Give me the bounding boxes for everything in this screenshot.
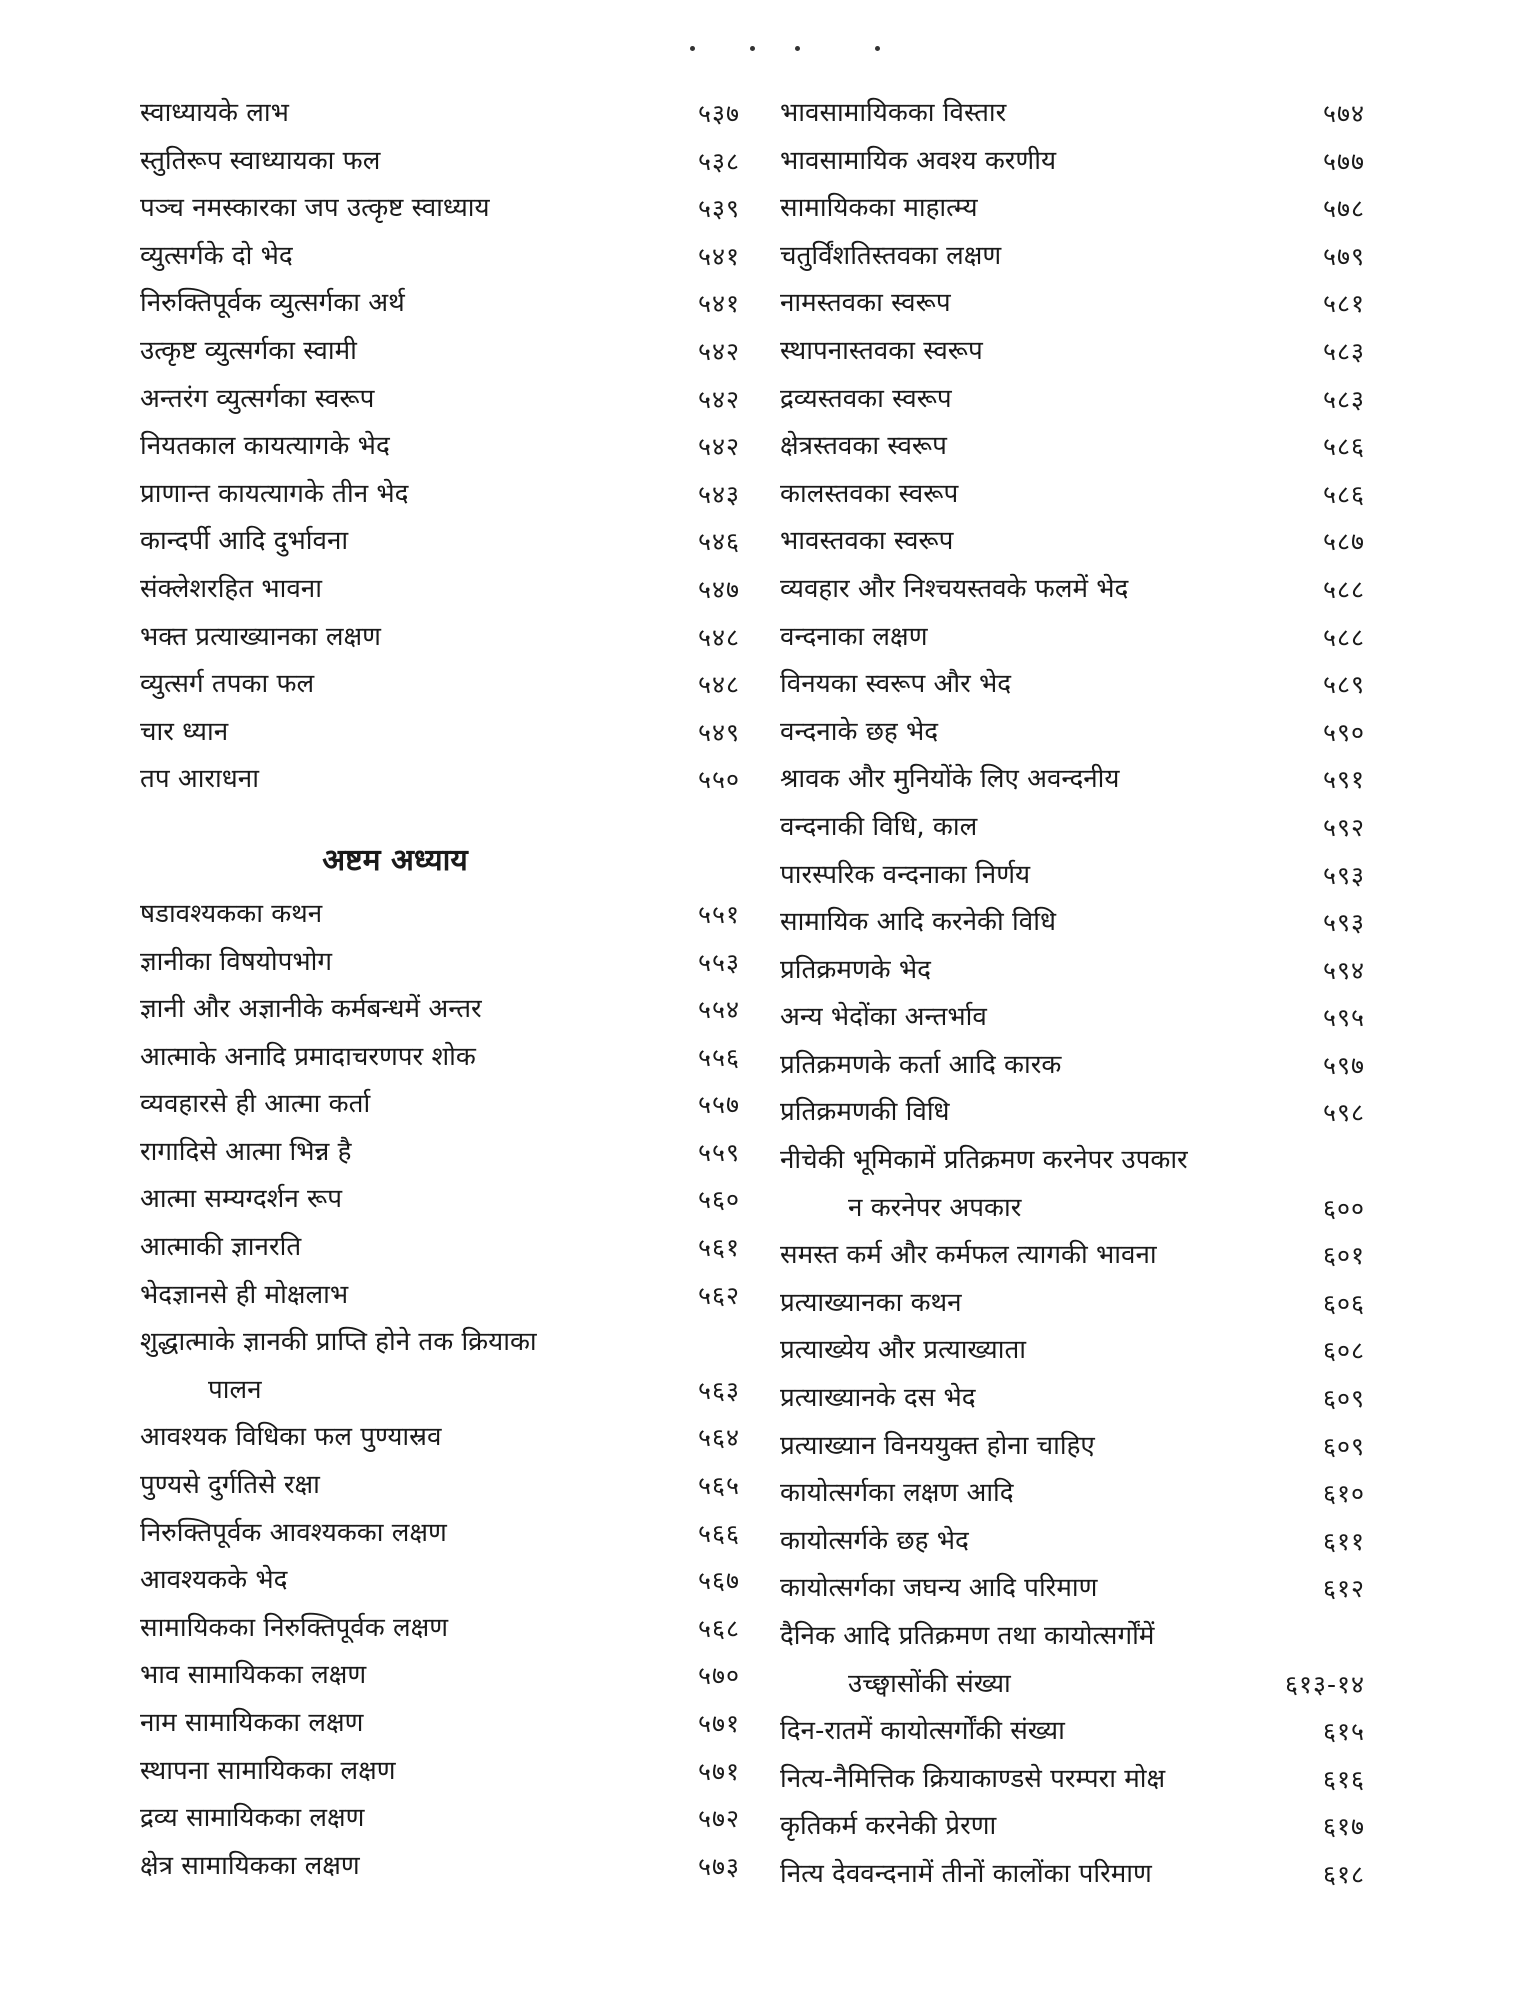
toc-entry [780,1375,1365,1423]
toc-entry [140,90,740,138]
toc-entry [140,1462,740,1510]
entry-title: स्थापना सामायिकका लक्षण [140,1755,396,1786]
toc-entry [780,423,1365,471]
entry-title: स्थापनास्तवका स्वरूप [780,335,983,366]
entry-page-number: ६१८ [1322,1859,1365,1889]
entry-title: द्रव्यस्तवका स्वरूप [780,383,952,414]
toc-entry [140,138,740,186]
entry-title: प्राणान्त कायत्यागके तीन भेद [140,478,409,509]
entry-title: आत्माके अनादि प्रमादाचरणपर शोक [140,1041,476,1072]
toc-entry [780,661,1365,709]
entry-title: सामायिकका माहात्म्य [780,193,978,224]
entry-title: न करनेपर अपकार [848,1192,1022,1223]
page-marks [690,38,890,58]
entry-page-number: ५४३ [697,479,740,509]
toc-entry [140,756,740,804]
toc-entry [140,1652,740,1700]
entry-page-number: ५४२ [697,384,740,414]
entry-page-number: ५९२ [1322,812,1365,842]
entry-page-number: ५६३ [697,1375,740,1405]
entry-title: कालस्तवका स्वरूप [780,478,959,509]
entry-title: व्युत्सर्ग तपका फल [140,669,315,700]
toc-entry [780,804,1365,852]
entry-page-number: ५५३ [697,947,740,977]
toc-entry [140,891,740,939]
entry-title: पालन [208,1374,262,1405]
entry-title: आवश्यकके भेद [140,1565,288,1596]
entry-title: वन्दनाके छह भेद [780,716,939,747]
entry-title: नाम सामायिकका लक्षण [140,1708,364,1738]
entry-title: उत्कृष्ट व्युत्सर्गका स्वामी [140,335,357,366]
entry-page-number: ५६७ [697,1566,740,1596]
entry-title: संक्लेशरहित भावना [140,573,322,604]
entry-page-number: ६०६ [1322,1288,1365,1318]
right-entries [780,90,1365,1899]
toc-entry [140,471,740,519]
toc-entry [780,1089,1365,1137]
toc-entry [140,939,740,987]
entry-title: रागादिसे आत्मा भिन्न है [140,1136,352,1167]
toc-entry [780,756,1365,804]
entry-page-number: ५४९ [697,717,740,747]
toc-entry [140,1557,740,1605]
entry-title: प्रतिक्रमणकी विधि [780,1097,950,1128]
entry-title: प्रत्याख्यान विनययुक्त होना चाहिए [780,1430,1095,1461]
entry-page-number: ५८३ [1322,336,1365,366]
toc-entry [140,1510,740,1558]
entry-title: सामायिक आदि करनेकी विधि [780,907,1056,938]
toc-entry [780,852,1365,900]
toc-entry [780,899,1365,947]
entry-page-number: ५५१ [697,899,740,929]
entry-title: व्यवहारसे ही आत्मा कर्ता [140,1089,371,1120]
entry-title: वन्दनाकी विधि, काल [780,811,978,842]
toc-entry [780,566,1365,614]
toc-entry [780,138,1365,186]
entry-title: पारस्परिक वन्दनाका निर्णय [780,859,1031,890]
entry-title: षडावश्यकका कथन [140,898,323,929]
entry-page-number: ५५० [697,765,740,795]
entry-title: कायोत्सर्गका जघन्य आदि परिमाण [780,1573,1098,1604]
entry-page-number: ५९४ [1322,955,1365,985]
entry-page-number: ६०१ [1322,1241,1365,1271]
toc-entry [140,1414,740,1462]
entry-page-number: ६०९ [1322,1431,1365,1461]
entry-title: प्रतिक्रमणके भेद [780,954,931,985]
toc-entry [140,423,740,471]
entry-page-number: ५६८ [697,1613,740,1643]
entry-title: प्रत्याख्येय और प्रत्याख्याता [780,1335,1027,1366]
toc-entry [140,1129,740,1177]
entry-page-number: ५६६ [697,1518,740,1548]
entry-title: वन्दनाका लक्षण [780,621,928,652]
toc-entry [140,1319,740,1367]
toc-entry [780,1327,1365,1375]
entry-page-number: ५६५ [697,1471,740,1501]
entry-title: चार ध्यान [140,716,229,747]
toc-entry [780,185,1365,233]
entry-title: भाव सामायिकका लक्षण [140,1660,367,1691]
toc-entry [780,614,1365,662]
entry-page-number: ५८१ [1322,289,1365,319]
entry-page-number: ६११ [1322,1526,1365,1556]
entry-title: ज्ञानीका विषयोपभोग [140,946,332,977]
toc-entry [780,233,1365,281]
toc-entry [780,994,1365,1042]
entry-page-number: ५७७ [1322,146,1365,176]
entry-page-number: ५४२ [697,432,740,462]
entry-title: शुद्धात्माके ज्ञानकी प्राप्ति होने तक क्रियाका [140,1327,537,1358]
entry-title: चतुर्विंशतिस्तवका लक्षण [780,240,1002,271]
entry-title: उच्छ्वासोंकी संख्या [848,1668,1011,1699]
entry-page-number: ५९७ [1322,1050,1365,1080]
toc-entry [140,1605,740,1653]
entry-page-number: ५७२ [697,1804,740,1834]
entry-title: निरुक्तिपूर्वक आवश्यकका लक्षण [140,1517,447,1548]
entry-title: आत्माकी ज्ञानरति [140,1232,302,1263]
entry-page-number: ५९८ [1322,1098,1365,1128]
entry-page-number: ५८७ [1322,527,1365,557]
entry-title: पुण्यसे दुर्गतिसे रक्षा [140,1470,320,1501]
entry-title: क्षेत्रस्तवका स्वरूप [780,431,947,462]
entry-page-number: ५४१ [697,289,740,319]
entry-title: समस्त कर्म और कर्मफल त्यागकी भावना [780,1240,1157,1271]
entry-page-number: ५६२ [697,1280,740,1310]
entry-page-number: ५४१ [697,241,740,271]
toc-entry [780,328,1365,376]
entry-title: द्रव्य सामायिकका लक्षण [140,1803,365,1834]
toc-entry [780,1613,1365,1661]
toc-entry [780,1470,1365,1518]
entry-page-number: ५७९ [1322,241,1365,271]
entry-page-number: ५३७ [697,99,740,128]
entry-title: सामायिकका निरुक्तिपूर्वक लक्षण [140,1612,449,1643]
entry-title: प्रत्याख्यानके दस भेद [780,1383,976,1414]
left-column [140,90,740,1890]
entry-title: नामस्तवका स्वरूप [780,288,951,319]
toc-entry [780,1565,1365,1613]
toc-entry [140,1843,740,1891]
toc-entry [140,1176,740,1224]
entry-page-number: ६०९ [1322,1384,1365,1414]
toc-entry [140,1081,740,1129]
toc-entry [140,1795,740,1843]
entry-page-number: ६०८ [1322,1336,1365,1366]
entry-page-number: ५६१ [697,1233,740,1263]
toc-entry [780,1423,1365,1471]
entry-title: ज्ञानी और अज्ञानीके कर्मबन्धमें अन्तर [140,994,482,1025]
toc-entry [140,1748,740,1796]
entry-page-number: ५४७ [697,574,740,604]
entry-page-number: ५७१ [697,1756,740,1786]
entry-page-number: ५३८ [697,146,740,176]
toc-entry [140,1034,740,1082]
left-top-entries [140,90,740,804]
toc-entry [140,376,740,424]
entry-page-number: ५८६ [1322,432,1365,462]
toc-entry [140,661,740,709]
entry-page-number: ५५७ [697,1090,740,1120]
entry-title: स्वाध्यायके लाभ [140,98,289,128]
entry-page-number: ५३९ [697,194,740,224]
entry-title: कृतिकर्म करनेकी प्रेरणा [780,1811,997,1842]
mark-dot [690,46,695,51]
toc-entry [140,1272,740,1320]
entry-title: अन्तरंग व्युत्सर्गका स्वरूप [140,383,375,414]
entry-title: भावसामायिकका विस्तार [780,98,1007,128]
entry-title: आवश्यक विधिका फल पुण्यास्रव [140,1422,442,1453]
right-column [780,90,1365,1899]
entry-page-number: ५४२ [697,336,740,366]
entry-page-number: ५७१ [697,1709,740,1738]
entry-title: प्रतिक्रमणके कर्ता आदि कारक [780,1049,1062,1080]
entry-title: प्रत्याख्यानका कथन [780,1287,962,1318]
chapter-heading: अष्टम अध्याय [322,842,468,878]
entry-page-number: ६०० [1322,1193,1365,1223]
entry-title: कान्दर्पी आदि दुर्भावना [140,526,349,557]
toc-entry [140,280,740,328]
entry-page-number: ६१० [1322,1479,1365,1509]
entry-title: अन्य भेदोंका अन्तर्भाव [780,1002,987,1033]
entry-page-number: ५६० [697,1185,740,1215]
entry-title: भक्त प्रत्याख्यानका लक्षण [140,621,381,652]
toc-entry [780,1756,1365,1804]
entry-page-number: ६१६ [1322,1764,1365,1794]
entry-title: श्रावक और मुनियोंके लिए अवन्दनीय [780,764,1120,795]
entry-title: भावसामायिक अवश्य करणीय [780,145,1057,176]
mark-dot [795,46,800,51]
toc-entry [780,1803,1365,1851]
entry-page-number: ५८८ [1322,574,1365,604]
entry-title: कायोत्सर्गका लक्षण आदि [780,1478,1014,1509]
toc-entry [140,185,740,233]
toc-entry [140,233,740,281]
entry-title: विनयका स्वरूप और भेद [780,669,1012,700]
toc-entry [140,1700,740,1748]
toc-entry [140,986,740,1034]
toc-entry [780,1185,1365,1233]
toc-entry [140,328,740,376]
entry-title: नीचेकी भूमिकामें प्रतिक्रमण करनेपर उपकार [780,1145,1188,1176]
toc-entry [140,1224,740,1272]
entry-page-number: ५४८ [697,670,740,700]
toc-entry [780,947,1365,995]
toc-entry [780,1232,1365,1280]
entry-title: दैनिक आदि प्रतिक्रमण तथा कायोत्सर्गोंमें [780,1621,1155,1651]
entry-title: व्यवहार और निश्चयस्तवके फलमें भेद [780,573,1129,604]
entry-page-number: ६१५ [1322,1717,1365,1747]
entry-title: क्षेत्र सामायिकका लक्षण [140,1850,360,1881]
entry-title: नियतकाल कायत्यागके भेद [140,431,390,462]
entry-page-number: ५९१ [1322,765,1365,795]
toc-entry [780,518,1365,566]
toc-entry [140,1367,740,1415]
entry-page-number: ५५९ [697,1137,740,1167]
toc-entry [780,90,1365,138]
entry-page-number: ५८८ [1322,622,1365,652]
left-chapter-entries [140,891,740,1890]
toc-entry [780,1137,1365,1185]
entry-page-number: ५४८ [697,622,740,652]
toc-entry [780,1708,1365,1756]
toc-entry [780,1280,1365,1328]
entry-page-number: ५७० [697,1661,740,1691]
toc-entry [140,518,740,566]
entry-title: व्युत्सर्गके दो भेद [140,240,293,271]
toc-entry [780,1518,1365,1566]
entry-page-number: ६१३-१४ [1284,1669,1365,1699]
mark-dot [875,46,880,51]
entry-title: दिन-रातमें कायोत्सर्गोंकी संख्या [780,1716,1065,1747]
entry-page-number: ५४६ [697,527,740,557]
toc-entry [780,1851,1365,1899]
entry-title: स्तुतिरूप स्वाध्यायका फल [140,145,381,176]
toc-entry [780,1042,1365,1090]
entry-title: आत्मा सम्यग्दर्शन रूप [140,1184,342,1215]
entry-page-number: ५८३ [1322,384,1365,414]
entry-page-number: ५८६ [1322,479,1365,509]
entry-page-number: ५६४ [697,1423,740,1453]
toc-entry [140,709,740,757]
entry-title: नित्य देववन्दनामें तीनों कालोंका परिमाण [780,1858,1152,1889]
entry-title: कायोत्सर्गके छह भेद [780,1525,969,1556]
entry-page-number: ५७३ [697,1851,740,1881]
toc-entry [140,614,740,662]
entry-page-number: ५५६ [697,1042,740,1072]
entry-title: तप आराधना [140,764,259,795]
entry-page-number: ५९० [1322,717,1365,747]
toc-entry [780,709,1365,757]
entry-page-number: ५५४ [697,995,740,1025]
mark-dot [750,46,755,51]
entry-title: भेदज्ञानसे ही मोक्षलाभ [140,1279,349,1310]
entry-page-number: ६१२ [1322,1574,1365,1604]
entry-title: निरुक्तिपूर्वक व्युत्सर्गका अर्थ [140,288,405,319]
entry-title: भावस्तवका स्वरूप [780,526,954,557]
entry-page-number: ५९३ [1322,908,1365,938]
toc-entry [780,471,1365,519]
entry-page-number: ५९५ [1322,1003,1365,1033]
toc-entry [780,1661,1365,1709]
toc-entry [780,280,1365,328]
entry-page-number: ६१७ [1322,1812,1365,1842]
entry-page-number: ५९३ [1322,860,1365,890]
toc-entry [780,376,1365,424]
entry-title: नित्य-नैमित्तिक क्रियाकाण्डसे परम्परा मोक्ष [780,1763,1166,1794]
entry-page-number: ५७८ [1322,194,1365,224]
entry-page-number: ५७४ [1322,99,1365,128]
entry-title: पञ्च नमस्कारका जप उत्कृष्ट स्वाध्याय [140,193,490,224]
entry-page-number: ५८९ [1322,670,1365,700]
toc-entry [140,566,740,614]
